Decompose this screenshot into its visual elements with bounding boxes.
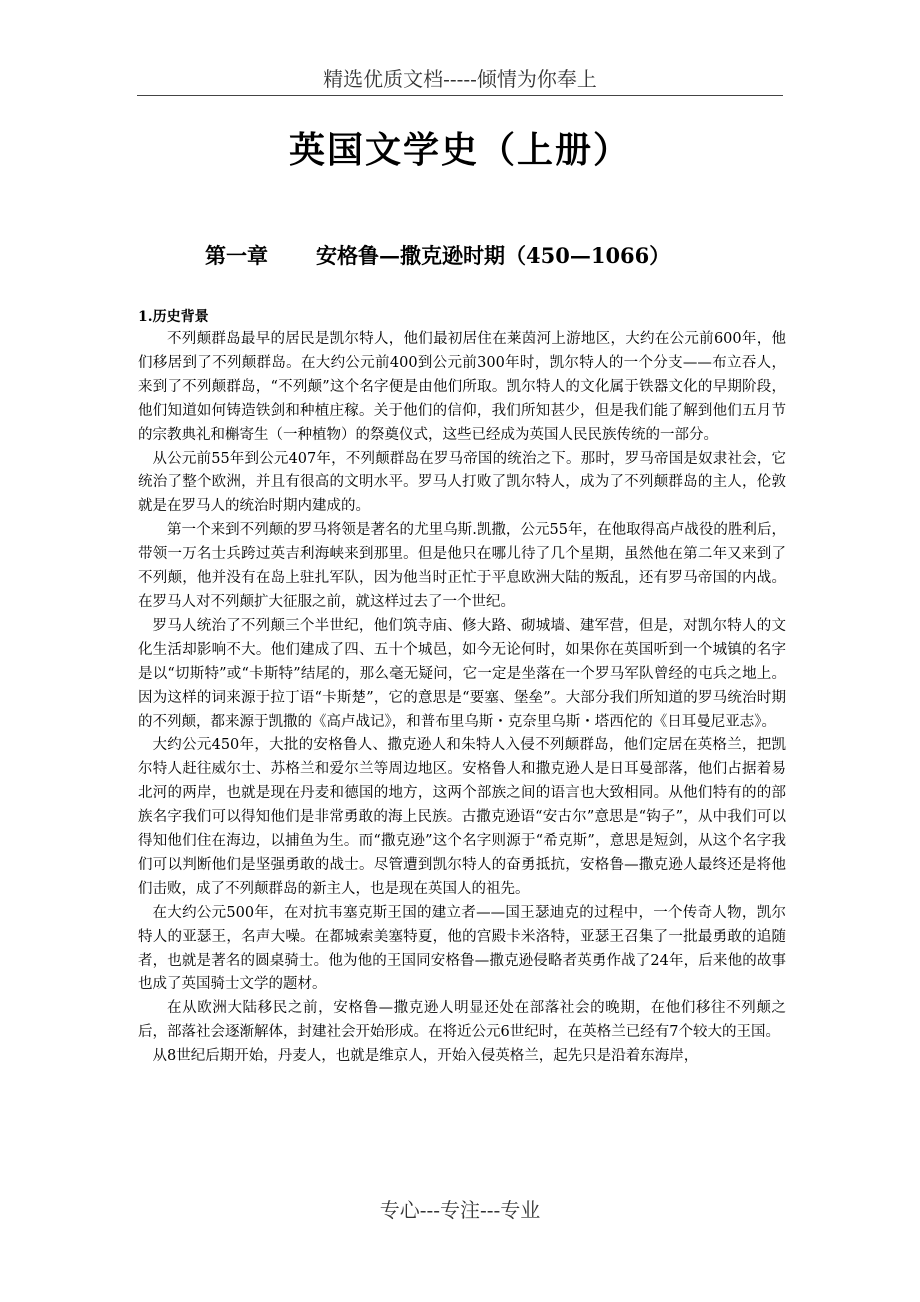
paragraph: 罗马人统治了不列颠三个半世纪，他们筑寺庙、修大路、砌城墙、建军营，但是，对凯尔特人的文化生活却影响不大。他们建成了四、五十个城邑，如今无论何时，如果你在英国听到一个城镇的名字是以“切斯特”或“卡斯特”结尾的，那么毫无疑问，它一定是坐落在一个罗马军队曾经的屯兵之地上。因为这样的词来源于拉丁语“卡斯楚”，它的意思是“要塞、堡垒”。大部分我们所知道的罗马统治时期的不列颠，都来源于凯撒的《高卢战记》，和普布里乌斯・克奈里乌斯・塔西佗的《日耳曼尼亚志》。	[138, 617, 786, 730]
page-header: 精选优质文档-----倾情为你奉上	[323, 67, 597, 91]
paragraph: 在大约公元500年，在对抗韦塞克斯王国的建立者——国王瑟迪克的过程中，一个传奇人物，凯尔特人的亚瑟王，名声大噪。在都城索美塞特夏，他的宫殿卡米洛特，亚瑟王召集了一批最勇敢的追随者，也就是著名的圆桌骑士。他为他的王国同安格鲁—撒克逊侵略者英勇作战了24年，后来他的故事也成了英国骑士文学的题材。	[138, 904, 786, 993]
chapter-number: 第一章	[205, 243, 268, 268]
document-title: 英国文学史（上册）	[288, 129, 631, 171]
paragraph: 第一个来到不列颠的罗马将领是著名的尤里乌斯.凯撒，公元55年，在他取得高卢战役的胜利后，带领一万名士兵跨过英吉利海峡来到那里。但是他只在哪儿待了几个星期，虽然他在第二年又来到了不列颠，他并没有在岛上驻扎军队，因为他当时正忙于平息欧洲大陆的叛乱，还有罗马帝国的内战。在罗马人对不列颠扩大征服之前，就这样过去了一个世纪。	[138, 522, 786, 610]
chapter-title: 安格鲁—撒克逊时期（450—1066）	[316, 243, 671, 268]
header-divider	[137, 95, 783, 96]
section-heading: 1.历史背景	[138, 309, 209, 325]
paragraph: 不列颠群岛最早的居民是凯尔特人，他们最初居住在莱茵河上游地区，大约在公元前600年，他们移居到了不列颠群岛。在大约公元前400到公元前300年时，凯尔特人的一个分支——布立吞人，来到了不列颠群岛，“不列颠”这个名字便是由他们所取。凯尔特人的文化属于铁器文化的早期阶段，他们知道如何铸造铁剑和种植庄稼。关于他们的信仰，我们所知甚少，但是我们能了解到他们五月节的宗教典礼和槲寄生（一种植物）的祭奠仪式，这些已经成为英国人民民族传统的一部分。	[138, 331, 786, 443]
chapter-heading	[205, 240, 670, 272]
paragraph: 从公元前55年到公元407年，不列颠群岛在罗马帝国的统治之下。那时，罗马帝国是奴隶社会，它统治了整个欧洲，并且有很高的文明水平。罗马人打败了凯尔特人，成为了不列颠群岛的主人，伦敦就是在罗马人的统治时期内建成的。	[138, 450, 786, 515]
paragraph: 在从欧洲大陆移民之前，安格鲁—撒克逊人明显还处在部落社会的晚期，在他们移往不列颠之后，部落社会逐渐解体，封建社会开始形成。在将近公元6世纪时，在英格兰已经有7个较大的王国。	[138, 1000, 786, 1041]
paragraph: 从8世纪后期开始，丹麦人，也就是维京人，开始入侵英格兰，起先只是沿着东海岸，	[152, 1048, 699, 1065]
paragraph: 大约公元450年，大批的安格鲁人、撒克逊人和朱特人入侵不列颠群岛，他们定居在英格兰，把凯尔特人赶往威尔士、苏格兰和爱尔兰等周边地区。安格鲁人和撒克逊人是日耳曼部落，他们占据着易北河的两岸，也就是现在丹麦和德国的地方，这两个部族之间的语言也大致相同。从他们特有的的部族名字我们可以得知他们是非常勇敢的海上民族。古撒克逊语“安古尔”意思是“钩子”，从中我们可以得知他们住在海边，以捕鱼为生。而“撒克逊”这个名字则源于“希克斯”，意思是短剑，从这个名字我们可以判断他们是坚强勇敢的战士。尽管遭到凯尔特人的奋勇抵抗，安格鲁—撒克逊人最终还是将他们击败，成了不列颠群岛的新主人，也是现在英国人的祖先。	[138, 737, 786, 897]
body-text	[138, 328, 786, 1069]
page-footer: 专心---专注---专业	[379, 1198, 541, 1222]
